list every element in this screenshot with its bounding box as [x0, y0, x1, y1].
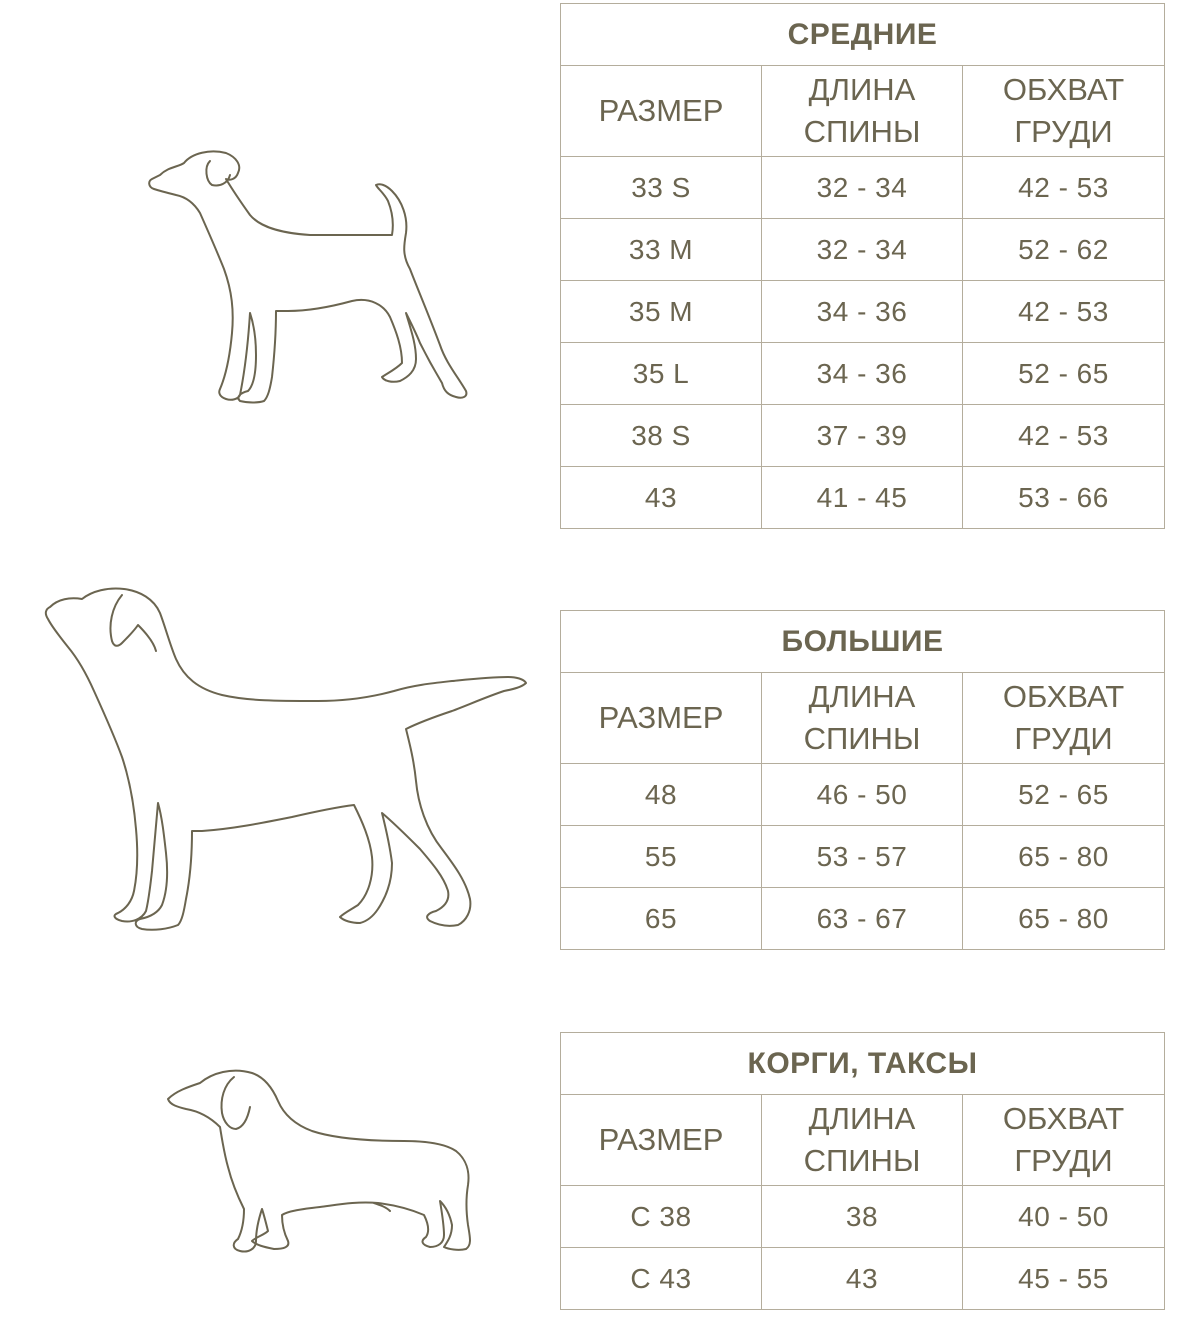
cell-chest-girth: 65 - 80: [963, 826, 1165, 888]
cell-chest-girth: 42 - 53: [963, 405, 1165, 467]
cell-chest-girth: 45 - 55: [963, 1248, 1165, 1310]
table-title: СРЕДНИЕ: [561, 4, 1165, 66]
cell-size: 65: [561, 888, 762, 950]
cell-chest-girth: 42 - 53: [963, 281, 1165, 343]
header-back-line-2: СПИНЫ: [803, 721, 921, 756]
header-back-line-2: СПИНЫ: [803, 1143, 921, 1178]
header-back-line-1: ДЛИНА: [808, 72, 916, 107]
dachshund-silhouette-icon: [160, 1065, 480, 1255]
table-row: [561, 1186, 1165, 1248]
cell-size: 43: [561, 467, 762, 529]
cell-back-length: 32 - 34: [762, 219, 963, 281]
cell-chest-girth: 53 - 66: [963, 467, 1165, 529]
cell-back-length: 43: [762, 1248, 963, 1310]
labrador-silhouette-icon: [38, 585, 538, 945]
cell-size: 38 S: [561, 405, 762, 467]
header-size: РАЗМЕР: [561, 673, 762, 764]
table-row: [561, 405, 1165, 467]
header-back-length: [762, 1095, 963, 1186]
table-row: [561, 888, 1165, 950]
table-row: [561, 764, 1165, 826]
table-row: [561, 826, 1165, 888]
header-chest-girth: [963, 66, 1165, 157]
table-row: [561, 281, 1165, 343]
cell-size: 33 S: [561, 157, 762, 219]
header-size: РАЗМЕР: [561, 1095, 762, 1186]
table-title: КОРГИ, ТАКСЫ: [561, 1033, 1165, 1095]
cell-back-length: 46 - 50: [762, 764, 963, 826]
cell-back-length: 34 - 36: [762, 281, 963, 343]
cell-back-length: 32 - 34: [762, 157, 963, 219]
cell-chest-girth: 52 - 65: [963, 343, 1165, 405]
cell-size: 35 L: [561, 343, 762, 405]
cell-size: 33 M: [561, 219, 762, 281]
cell-back-length: 53 - 57: [762, 826, 963, 888]
cell-back-length: 34 - 36: [762, 343, 963, 405]
size-table-large: [560, 610, 1165, 950]
cell-size: 55: [561, 826, 762, 888]
header-back-line-2: СПИНЫ: [803, 114, 921, 149]
header-chest-line-1: ОБХВАТ: [1002, 679, 1125, 714]
cell-back-length: 37 - 39: [762, 405, 963, 467]
cell-size: 35 M: [561, 281, 762, 343]
table-row: [561, 1248, 1165, 1310]
size-table-corgi-dachshund: [560, 1032, 1165, 1310]
cell-size: С 43: [561, 1248, 762, 1310]
cell-size: 48: [561, 764, 762, 826]
header-back-length: [762, 66, 963, 157]
header-chest-line-1: ОБХВАТ: [1002, 1101, 1125, 1136]
header-chest-girth: [963, 673, 1165, 764]
header-chest-girth: [963, 1095, 1165, 1186]
header-back-length: [762, 673, 963, 764]
cell-back-length: 41 - 45: [762, 467, 963, 529]
cell-back-length: 38: [762, 1186, 963, 1248]
size-table-medium: [560, 3, 1165, 529]
cell-chest-girth: 65 - 80: [963, 888, 1165, 950]
header-chest-line-2: ГРУДИ: [1014, 721, 1113, 756]
cell-chest-girth: 52 - 62: [963, 219, 1165, 281]
cell-chest-girth: 40 - 50: [963, 1186, 1165, 1248]
cell-chest-girth: 52 - 65: [963, 764, 1165, 826]
table-row: [561, 219, 1165, 281]
header-chest-line-2: ГРУДИ: [1014, 114, 1113, 149]
header-chest-line-1: ОБХВАТ: [1002, 72, 1125, 107]
header-back-line-1: ДЛИНА: [808, 1101, 916, 1136]
table-row: [561, 157, 1165, 219]
cell-size: С 38: [561, 1186, 762, 1248]
header-size: РАЗМЕР: [561, 66, 762, 157]
header-back-line-1: ДЛИНА: [808, 679, 916, 714]
cell-chest-girth: 42 - 53: [963, 157, 1165, 219]
table-row: [561, 467, 1165, 529]
header-chest-line-2: ГРУДИ: [1014, 1143, 1113, 1178]
table-title: БОЛЬШИЕ: [561, 611, 1165, 673]
table-row: [561, 343, 1165, 405]
cell-back-length: 63 - 67: [762, 888, 963, 950]
terrier-silhouette-icon: [140, 145, 480, 410]
